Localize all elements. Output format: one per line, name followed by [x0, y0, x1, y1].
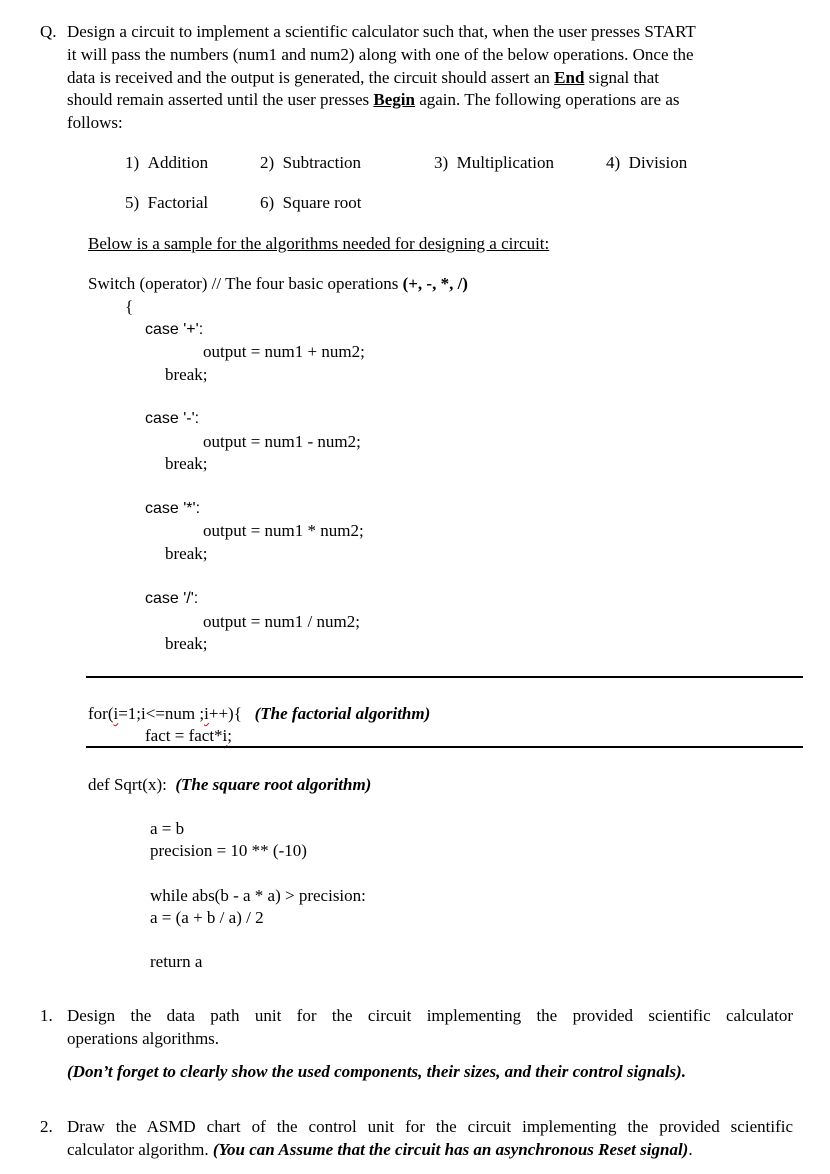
question-line-4: should remain asserted until the user presses Begin again. The following operations are as	[67, 90, 680, 109]
operation-item: 5) Factorial	[125, 193, 209, 212]
case-break: break;	[165, 365, 208, 384]
question-line-3: data is received and the output is generated, the circuit should assert an End signal that	[67, 68, 660, 87]
operation-item: 2) Subtraction	[260, 153, 362, 172]
horizontal-rule	[86, 746, 803, 748]
sqrt-line: return a	[150, 952, 203, 971]
question-line-2: it will pass the numbers (num1 and num2) along with one of the below operations. Once the	[67, 45, 694, 64]
task-2-line-1: Draw the ASMD chart of the control unit for the circuit implementing the provided scientific	[67, 1117, 793, 1136]
sqrt-line: a = b	[150, 819, 185, 838]
task-2-note: (You can Assume that the circuit has an asynchronous Reset signal)	[212, 1140, 689, 1159]
end-signal-word: End	[554, 68, 585, 87]
case-label: case '/':	[145, 590, 199, 607]
case-break: break;	[165, 454, 208, 473]
task-2-number: 2.	[40, 1117, 53, 1136]
operation-item: 3) Multiplication	[434, 153, 554, 172]
case-statement: output = num1 * num2;	[203, 521, 364, 540]
case-break: break;	[165, 634, 208, 653]
case-label: case '-':	[145, 410, 200, 427]
sqrt-line: a = (a + b / a) / 2	[150, 908, 264, 927]
case-statement: output = num1 / num2;	[203, 612, 360, 631]
question-line-5: follows:	[67, 113, 123, 132]
task-2-line-2: calculator algorithm. (You can Assume that the circuit has an asynchronous Reset signal).	[67, 1140, 693, 1159]
sqrt-line: precision = 10 ** (-10)	[150, 841, 307, 860]
question-line-1: Design a circuit to implement a scientific calculator such that, when the user presses START	[67, 22, 696, 41]
question-label: Q.	[40, 22, 57, 41]
sqrt-line: while abs(b - a * a) > precision:	[150, 886, 366, 905]
case-statement: output = num1 + num2;	[203, 342, 365, 361]
operation-item: 6) Square root	[260, 193, 362, 212]
task-1-line-2: operations algorithms.	[67, 1029, 220, 1048]
sqrt-header: def Sqrt(x): (The square root algorithm)	[88, 775, 372, 794]
switch-header: Switch (operator) // The four basic operations (+, -, *, /)	[88, 274, 468, 293]
factorial-note: (The factorial algorithm)	[254, 704, 431, 723]
task-1-number: 1.	[40, 1006, 53, 1025]
factorial-loop-line: for(i=1;i<=num ;i++){ (The factorial algorithm)	[88, 704, 431, 723]
begin-signal-word: Begin	[373, 90, 415, 109]
switch-open-brace: {	[125, 297, 134, 316]
horizontal-rule	[86, 676, 803, 678]
factorial-body-line: fact = fact*i;	[145, 726, 233, 745]
case-statement: output = num1 - num2;	[203, 432, 361, 451]
case-label: case '*':	[145, 500, 201, 517]
task-1-line-1: Design the data path unit for the circuit implementing the provided scientific calculator	[67, 1006, 793, 1025]
operation-item: 1) Addition	[125, 153, 209, 172]
operation-item: 4) Division	[606, 153, 688, 172]
case-label: case '+':	[145, 321, 204, 338]
task-1-note: (Don’t forget to clearly show the used components, their sizes, and their control signals).	[67, 1062, 686, 1081]
case-break: break;	[165, 544, 208, 563]
sqrt-note: (The square root algorithm)	[175, 775, 372, 794]
sample-heading: Below is a sample for the algorithms needed for designing a circuit:	[88, 234, 550, 253]
